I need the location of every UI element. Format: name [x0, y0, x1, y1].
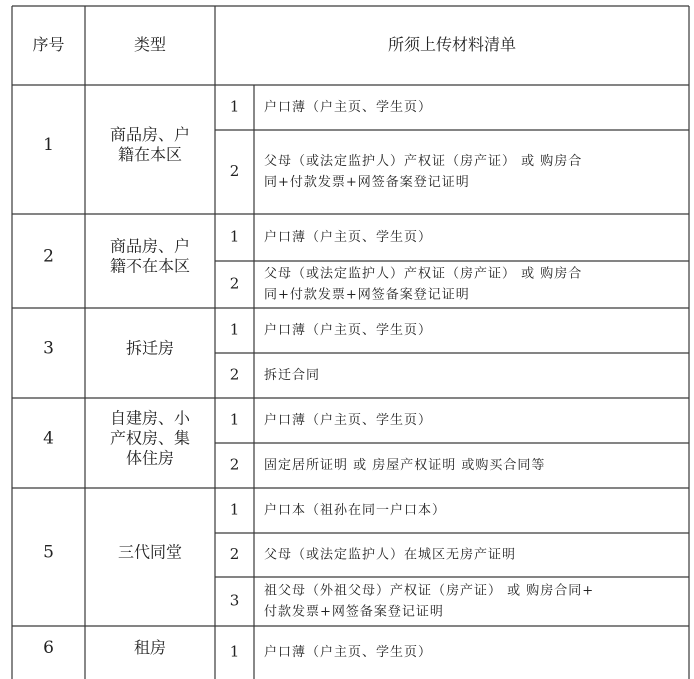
row-index: 4 [43, 428, 54, 449]
header-index: 序号 [32, 35, 65, 54]
item-material: 户口薄（户主页、学生页） [264, 230, 433, 245]
row-type: 体住房 [125, 448, 175, 468]
row-type: 产权房、集 [109, 428, 191, 448]
row-type: 三代同堂 [117, 542, 183, 562]
row-type: 商品房、户 [109, 125, 191, 144]
row-type: 籍不在本区 [109, 256, 191, 276]
item-material: 户口薄（户主页、学生页） [264, 645, 433, 660]
row-type: 拆迁房 [125, 338, 175, 358]
item-number: 3 [229, 591, 240, 610]
item-material: 户口本（祖孙在同一户口本） [264, 503, 447, 518]
item-material: 同+付款发票+网签备案登记证明 [264, 175, 470, 190]
row-index: 2 [43, 246, 54, 267]
item-material: 固定居所证明 或 房屋产权证明 或购买合同等 [264, 458, 546, 473]
row-index: 6 [43, 638, 54, 658]
item-number: 2 [229, 455, 240, 474]
item-number: 2 [229, 162, 240, 180]
item-material: 户口薄（户主页、学生页） [264, 323, 433, 338]
item-number: 2 [229, 545, 240, 563]
item-material: 户口薄（户主页、学生页） [264, 413, 433, 428]
row-type: 自建房、小 [109, 408, 191, 428]
row-type: 商品房、户 [109, 236, 191, 256]
row-type: 籍在本区 [117, 145, 183, 164]
item-number: 1 [229, 500, 240, 519]
item-number: 1 [229, 320, 240, 339]
row-type: 租房 [133, 638, 167, 657]
item-material: 父母（或法定监护人）产权证（房产证） 或 购房合 [264, 266, 583, 282]
row-index: 1 [43, 135, 54, 155]
item-number: 1 [229, 97, 240, 116]
header-materials: 所须上传材料清单 [387, 35, 517, 54]
item-number: 2 [229, 365, 240, 384]
item-material: 祖父母（外祖父母）产权证（房产证） 或 购房合同+ [264, 583, 595, 599]
item-number: 1 [229, 410, 240, 429]
item-material: 付款发票+网签备案登记证明 [264, 604, 444, 620]
item-number: 1 [229, 227, 240, 246]
item-material: 户口薄（户主页、学生页） [264, 100, 433, 115]
item-material: 父母（或法定监护人）产权证（房产证） 或 购房合 [264, 154, 583, 169]
header-type: 类型 [133, 35, 167, 54]
item-number: 1 [229, 642, 240, 661]
item-material: 同+付款发票+网签备案登记证明 [264, 287, 470, 303]
row-index: 3 [43, 338, 54, 359]
row-index: 5 [43, 542, 54, 563]
item-material: 拆迁合同 [264, 368, 321, 383]
item-number: 2 [229, 274, 240, 293]
item-material: 父母（或法定监护人）在城区无房产证明 [264, 547, 517, 563]
